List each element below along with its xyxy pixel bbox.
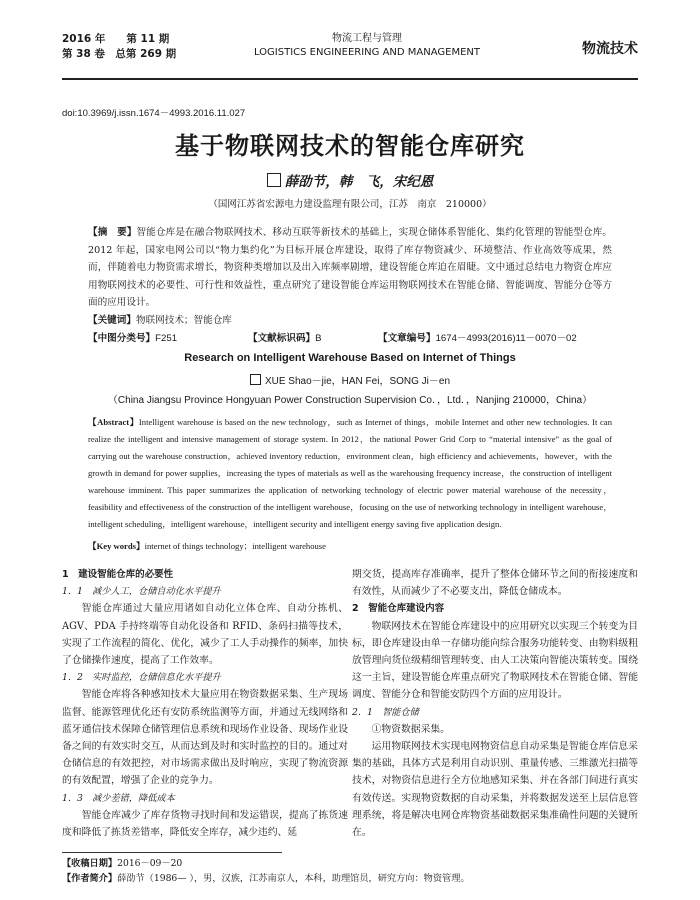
authors-cn	[0, 170, 700, 190]
abstract-en-label: 【Abstract】	[88, 417, 139, 427]
subsection-heading: 1．2 实时监控，仓储信息化水平提升	[62, 672, 221, 684]
doc-code-value: B	[315, 333, 322, 344]
doc-code-label: 【文献标识码】	[248, 333, 316, 344]
checkbox-square-icon	[250, 374, 261, 385]
subsection-heading: 1．1 减少人工，仓储自动化水平提升	[62, 586, 221, 598]
journal-name-en: LOGISTICS ENGINEERING AND MANAGEMENT	[253, 47, 481, 58]
volume-total: 第 38 卷 总第 269 期	[62, 48, 177, 60]
author-bio	[62, 871, 638, 886]
footnotes	[62, 856, 638, 886]
list-item: ①物资数据采集。	[371, 723, 450, 735]
clc-label: 【中图分类号】	[88, 333, 156, 344]
affiliation-cn: （国网江苏省宏源电力建设监理有限公司，江苏 南京 210000）	[208, 199, 492, 210]
paragraph: 智能仓库减少了库存货物寻找时间和发运错误，提高了拣货速度和降低了拣货差错率，降低安全库存，减少违约、延	[62, 809, 348, 839]
paragraph: 智能仓库通过大量应用诸如自动化立体仓库、自动分拣机、AGV、PDA 手持终端等自动化设备和 RFID、条码扫描等技术，实现了工作流程的简化、优化，减少了工人手动操作的频率，加快了仓储操作速度，提高了工作效率。	[62, 603, 348, 667]
authors-cn-text: 薛劭节，韩 飞，宋纪恩	[284, 174, 434, 190]
abstract-cn-label: 【摘 要】	[88, 227, 137, 238]
keywords-cn	[88, 312, 232, 326]
keywords-en-label: 【Key words】	[88, 541, 145, 551]
issue-info	[62, 32, 176, 62]
paper-title-en: Research on Intelligent Warehouse Based on Internet of Things	[184, 352, 516, 364]
column-label: 物流技术	[582, 41, 638, 57]
keywords-en	[88, 540, 326, 552]
authors-en	[0, 372, 700, 387]
authors-en-text: XUE Shao－jie，HAN Fei，SONG Ji－en	[264, 376, 451, 387]
keywords-cn-text: 物联网技术；智能仓库	[135, 315, 232, 326]
keywords-en-text: internet of things technology；intelligent warehouse	[144, 541, 326, 551]
paper-title-cn: 基于物联网技术的智能仓库研究	[175, 131, 525, 160]
subsection-heading: 2．1 智能仓储	[352, 706, 419, 718]
paragraph: 智能仓库将各种感知技术大量应用在物资数据采集、生产现场监督、能源管理优化还有安防系统监测等方面，并通过无线网络和蓝牙通信技术保障仓储管理信息系统和现场作业设备、现场作业设备之间的有效实时交互，从而达到及时和实时监控的目的。通过对仓储信息的有效把控，对市场需求做出及时响应，实现了物流资源的有效配置，增强了企业的竞争力。	[62, 689, 348, 787]
received-label: 【收稿日期】	[62, 858, 118, 869]
body-column-right	[352, 566, 638, 841]
checkbox-square-icon	[267, 173, 281, 187]
clc-value: F251	[155, 333, 178, 344]
year-issue: 2016 年 第 11 期	[62, 33, 170, 45]
abstract-en-text: Intelligent warehouse is based on the new technology，such as Internet of things，mobile Internet and other new technologies. It can realize the intelligent and intensive management of storage system. In 2012，the national Power Grid Corp to “material intensive” as the goal of carrying out the warehouse construction，achieved inventory reduction，environment clean，high efficiency and achievements，however，with the growth in demand for power supplies，increasing the types of materials as well as the warehousing frequency increase，the construction of intelligent warehouse imminent. This paper summarizes the application of networking technology of electric power material warehouse of the necessity，feasibility and effectiveness of the construction of the intelligent warehouse，focusing on the use of networking technology in intelligent warehouse，intelligent scheduling，intelligent warehouse，intelligent security and intelligent energy saving five application design.	[88, 417, 612, 529]
header-rule	[62, 78, 638, 80]
section-heading: 1 建设智能仓库的必要性	[62, 569, 174, 580]
section-heading: 2 智能仓库建设内容	[352, 603, 445, 615]
received-date	[62, 856, 638, 871]
affiliation-en: （China Jiangsu Province Hongyuan Power Construction Supervision Co．，Ltd．，Nanjing 210000，China）	[107, 395, 593, 406]
abstract-en	[88, 414, 612, 533]
journal-name-cn: 物流工程与管理	[332, 33, 402, 44]
subsection-heading: 1．3 减少差错，降低成本	[62, 792, 175, 804]
paragraph: 运用物联网技术实现电网物资信息自动采集是智能仓库信息采集的基础，具体方式是利用自动识别、重量传感、三维激光扫描等技术，对物资信息进行全方位地感知采集、并在各部门间进行真实有效传送。实现物资数据的自动采集，并将数据发送至上层信息管理系统，将是解决电网仓库物资基础数据采集准确性问题的关键所在。	[352, 741, 638, 839]
received-value: 2016－09－20	[117, 858, 183, 869]
article-number-value: 1674－4993(2016)11－0070－02	[435, 333, 577, 344]
abstract-cn-text: 智能仓库是在融合物联网技术、移动互联等新技术的基础上，实现仓储体系智能化、集约化管理的智能型仓库。2012 年起，国家电网公司以“物力集约化”为目标开展仓库建设，取得了库存物资减少、环境整洁、作业高效等成果，然而，伴随着电力物资需求增长，物资种类增加以及出入库频率剧增，建设智能仓库迫在眉睫。文中通过总结电力物资仓库应用物联网技术的必要性、可行性和效益性，重点研究了建设智能仓库运用物联网技术在智能仓储、智能调度、智能分仓等方面的应用设计。	[88, 227, 613, 308]
footnote-rule	[62, 852, 282, 853]
keywords-cn-label: 【关键词】	[88, 315, 136, 326]
journal-name	[247, 32, 487, 60]
author-bio-label: 【作者简介】	[62, 873, 118, 884]
abstract-cn	[88, 224, 612, 312]
body-column-left	[62, 566, 348, 841]
article-number-label: 【文章编号】	[378, 333, 436, 344]
author-bio-value: 薛劭节（1986— ），男，汉族，江苏南京人，本科，助理馆员，研究方向：物资管理。	[117, 873, 470, 884]
paragraph: 期交货，提高库存准确率，提升了整体仓储环节之间的衔接速度和有效性，从而减少了不必要支出，降低仓储成本。	[352, 569, 638, 598]
paragraph: 物联网技术在智能仓库建设中的应用研究以实现三个转变为目标，即仓库建设由单一存储功能向综合服务功能转变、由物料级粗放管理向货位级精细管理转变、由人工决策向智能决策转变。围绕这一主旨，建设智能仓库重点研究了物联网技术在智能仓储、智能调度、智能分仓和智能安防四个方面的应用设计。	[352, 620, 638, 701]
classification-cn	[88, 330, 612, 344]
doi: doi:10.3969/j.issn.1674－4993.2016.11.027	[62, 108, 246, 119]
page-header	[62, 30, 638, 80]
